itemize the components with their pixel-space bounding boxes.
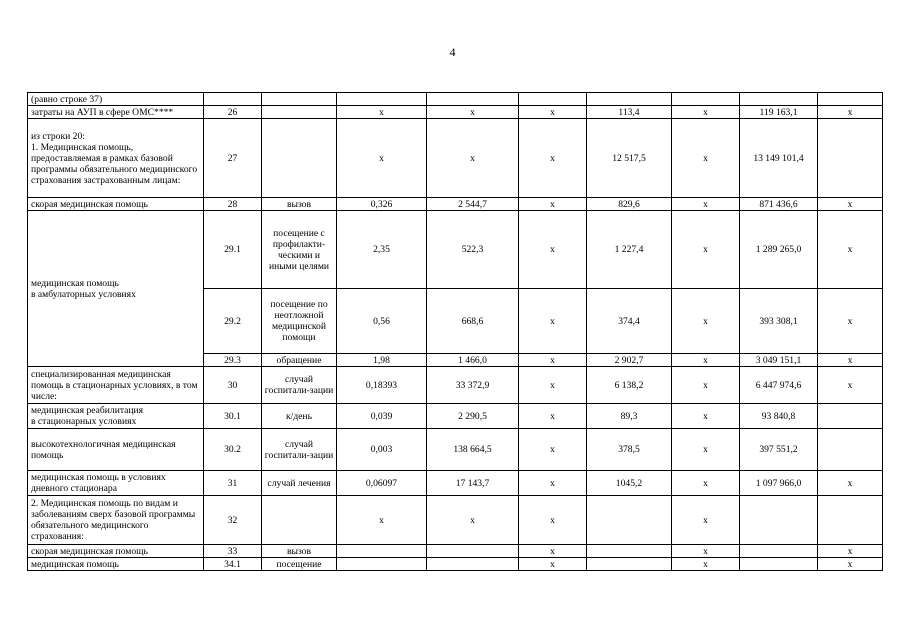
volume-per-person-cell: 0,003 — [337, 429, 427, 471]
cost-per-unit-cell: 33 372,9 — [427, 367, 519, 404]
budget-total-cell: x — [672, 545, 740, 558]
budget-total-cell: x — [672, 198, 740, 211]
row-name-cell: медицинская помощь в условиях дневного стационара — [28, 471, 204, 496]
line-number-cell: 29.2 — [204, 289, 262, 354]
oms-per-capita-cell — [587, 558, 672, 571]
line-number-cell: 32 — [204, 496, 262, 545]
budget-per-capita-cell: x — [519, 211, 587, 289]
oms-total-cell: 397 551,2 — [740, 429, 818, 471]
volume-per-person-cell: 0,56 — [337, 289, 427, 354]
line-number-cell: 26 — [204, 106, 262, 119]
oms-per-capita-cell — [587, 496, 672, 545]
budget-per-capita-cell: x — [519, 119, 587, 198]
line-number-cell: 33 — [204, 545, 262, 558]
row-name-cell: (равно строке 37) — [28, 93, 204, 106]
oms-total-cell — [740, 545, 818, 558]
table-row — [28, 429, 883, 471]
row-name-cell: скорая медицинская помощь — [28, 198, 204, 211]
share-cell: x — [818, 471, 883, 496]
volume-per-person-cell: 0,326 — [337, 198, 427, 211]
table-row — [28, 93, 883, 106]
share-cell: x — [818, 211, 883, 289]
line-number-cell: 27 — [204, 119, 262, 198]
line-number-cell: 28 — [204, 198, 262, 211]
budget-total-cell: x — [672, 289, 740, 354]
share-cell: x — [818, 106, 883, 119]
oms-per-capita-cell: 113,4 — [587, 106, 672, 119]
oms-total-cell: 93 840,8 — [740, 404, 818, 429]
budget-per-capita-cell: x — [519, 367, 587, 404]
cost-per-unit-cell: 2 290,5 — [427, 404, 519, 429]
budget-per-capita-cell — [519, 93, 587, 106]
line-number-cell: 29.1 — [204, 211, 262, 289]
table-row — [28, 496, 883, 545]
cost-per-unit-cell: x — [427, 119, 519, 198]
oms-per-capita-cell: 378,5 — [587, 429, 672, 471]
unit-cell — [262, 106, 337, 119]
page-number: 4 — [449, 45, 456, 59]
budget-total-cell: x — [672, 354, 740, 367]
oms-per-capita-cell: 1045,2 — [587, 471, 672, 496]
cost-per-unit-cell: 522,3 — [427, 211, 519, 289]
cost-per-unit-cell: x — [427, 106, 519, 119]
row-name-cell: специализированная медицинская помощь в стационарных условиях, в том числе: — [28, 367, 204, 404]
financing-table — [27, 92, 883, 571]
oms-total-cell: 1 097 966,0 — [740, 471, 818, 496]
budget-per-capita-cell: x — [519, 198, 587, 211]
row-name-cell: 2. Медицинская помощь по видам и заболеваниям сверх базовой программы обязательного медицинского страхования: — [28, 496, 204, 545]
unit-cell: к/день — [262, 404, 337, 429]
table-row — [28, 404, 883, 429]
oms-total-cell: 3 049 151,1 — [740, 354, 818, 367]
budget-total-cell: x — [672, 211, 740, 289]
budget-total-cell: x — [672, 558, 740, 571]
table-row — [28, 471, 883, 496]
share-cell — [818, 429, 883, 471]
unit-cell — [262, 119, 337, 198]
table-row — [28, 367, 883, 404]
cost-per-unit-cell — [427, 545, 519, 558]
share-cell — [818, 93, 883, 106]
cost-per-unit-cell — [427, 558, 519, 571]
oms-per-capita-cell: 6 138,2 — [587, 367, 672, 404]
table-row — [28, 198, 883, 211]
share-cell: x — [818, 354, 883, 367]
volume-per-person-cell: 2,35 — [337, 211, 427, 289]
oms-per-capita-cell — [587, 93, 672, 106]
volume-per-person-cell — [337, 558, 427, 571]
oms-total-cell: 871 436,6 — [740, 198, 818, 211]
oms-per-capita-cell: 89,3 — [587, 404, 672, 429]
oms-per-capita-cell: 12 517,5 — [587, 119, 672, 198]
unit-cell: вызов — [262, 545, 337, 558]
oms-per-capita-cell: 374,4 — [587, 289, 672, 354]
unit-cell — [262, 496, 337, 545]
volume-per-person-cell: 1,98 — [337, 354, 427, 367]
line-number-cell: 30.1 — [204, 404, 262, 429]
budget-total-cell: x — [672, 429, 740, 471]
table-row — [28, 106, 883, 119]
volume-per-person-cell — [337, 93, 427, 106]
share-cell: x — [818, 545, 883, 558]
line-number-cell: 29.3 — [204, 354, 262, 367]
budget-per-capita-cell: x — [519, 354, 587, 367]
table-row — [28, 545, 883, 558]
budget-per-capita-cell: x — [519, 404, 587, 429]
budget-total-cell: x — [672, 106, 740, 119]
line-number-cell: 34.1 — [204, 558, 262, 571]
budget-per-capita-cell: x — [519, 496, 587, 545]
row-name-cell: высокотехнологичная медицинская помощь — [28, 429, 204, 471]
cost-per-unit-cell: 668,6 — [427, 289, 519, 354]
cost-per-unit-cell: 2 544,7 — [427, 198, 519, 211]
volume-per-person-cell: x — [337, 496, 427, 545]
row-name-cell: медицинская помощь — [28, 558, 204, 571]
oms-per-capita-cell — [587, 545, 672, 558]
share-cell — [818, 404, 883, 429]
line-number-cell — [204, 93, 262, 106]
line-number-cell: 30.2 — [204, 429, 262, 471]
row-name-cell: из строки 20: 1. Медицинская помощь, предоставляемая в рамках базовой программы обязательного медицинского страхования застрахованным лицам: — [28, 119, 204, 198]
oms-total-cell: 6 447 974,6 — [740, 367, 818, 404]
volume-per-person-cell: x — [337, 119, 427, 198]
cost-per-unit-cell: 138 664,5 — [427, 429, 519, 471]
oms-total-cell: 393 308,1 — [740, 289, 818, 354]
row-name-cell: медицинская реабилитация в стационарных условиях — [28, 404, 204, 429]
unit-cell — [262, 93, 337, 106]
cost-per-unit-cell — [427, 93, 519, 106]
share-cell — [818, 496, 883, 545]
row-name-cell: скорая медицинская помощь — [28, 545, 204, 558]
line-number-cell: 31 — [204, 471, 262, 496]
row-name-cell: медицинская помощь в амбулаторных условиях — [28, 211, 204, 367]
share-cell: x — [818, 367, 883, 404]
budget-per-capita-cell: x — [519, 545, 587, 558]
budget-total-cell: x — [672, 471, 740, 496]
row-name-cell: затраты на АУП в сфере ОМС**** — [28, 106, 204, 119]
oms-total-cell: 13 149 101,4 — [740, 119, 818, 198]
volume-per-person-cell: 0,039 — [337, 404, 427, 429]
volume-per-person-cell: 0,06097 — [337, 471, 427, 496]
budget-total-cell: x — [672, 404, 740, 429]
table-row — [28, 558, 883, 571]
budget-per-capita-cell: x — [519, 471, 587, 496]
budget-total-cell — [672, 93, 740, 106]
cost-per-unit-cell: 1 466,0 — [427, 354, 519, 367]
share-cell — [818, 119, 883, 198]
oms-total-cell — [740, 496, 818, 545]
budget-total-cell: x — [672, 119, 740, 198]
budget-per-capita-cell: x — [519, 558, 587, 571]
unit-cell: посещение по неотложной медицинской помощи — [262, 289, 337, 354]
unit-cell: обращение — [262, 354, 337, 367]
unit-cell: вызов — [262, 198, 337, 211]
unit-cell: посещение с профилакти-ческими и иными целями — [262, 211, 337, 289]
budget-per-capita-cell: x — [519, 106, 587, 119]
unit-cell: случай госпитали-зации — [262, 367, 337, 404]
cost-per-unit-cell: 17 143,7 — [427, 471, 519, 496]
budget-per-capita-cell: x — [519, 289, 587, 354]
table-row — [28, 211, 883, 289]
table-row — [28, 119, 883, 198]
oms-total-cell — [740, 93, 818, 106]
unit-cell: случай лечения — [262, 471, 337, 496]
share-cell: x — [818, 558, 883, 571]
volume-per-person-cell — [337, 545, 427, 558]
budget-total-cell: x — [672, 367, 740, 404]
unit-cell: случай госпитали-зации — [262, 429, 337, 471]
share-cell: x — [818, 289, 883, 354]
oms-total-cell: 119 163,1 — [740, 106, 818, 119]
share-cell: x — [818, 198, 883, 211]
budget-per-capita-cell: x — [519, 429, 587, 471]
volume-per-person-cell: 0,18393 — [337, 367, 427, 404]
cost-per-unit-cell: x — [427, 496, 519, 545]
volume-per-person-cell: x — [337, 106, 427, 119]
budget-total-cell: x — [672, 496, 740, 545]
line-number-cell: 30 — [204, 367, 262, 404]
oms-total-cell: 1 289 265,0 — [740, 211, 818, 289]
oms-total-cell — [740, 558, 818, 571]
oms-per-capita-cell: 829,6 — [587, 198, 672, 211]
oms-per-capita-cell: 2 902,7 — [587, 354, 672, 367]
unit-cell: посещение — [262, 558, 337, 571]
oms-per-capita-cell: 1 227,4 — [587, 211, 672, 289]
